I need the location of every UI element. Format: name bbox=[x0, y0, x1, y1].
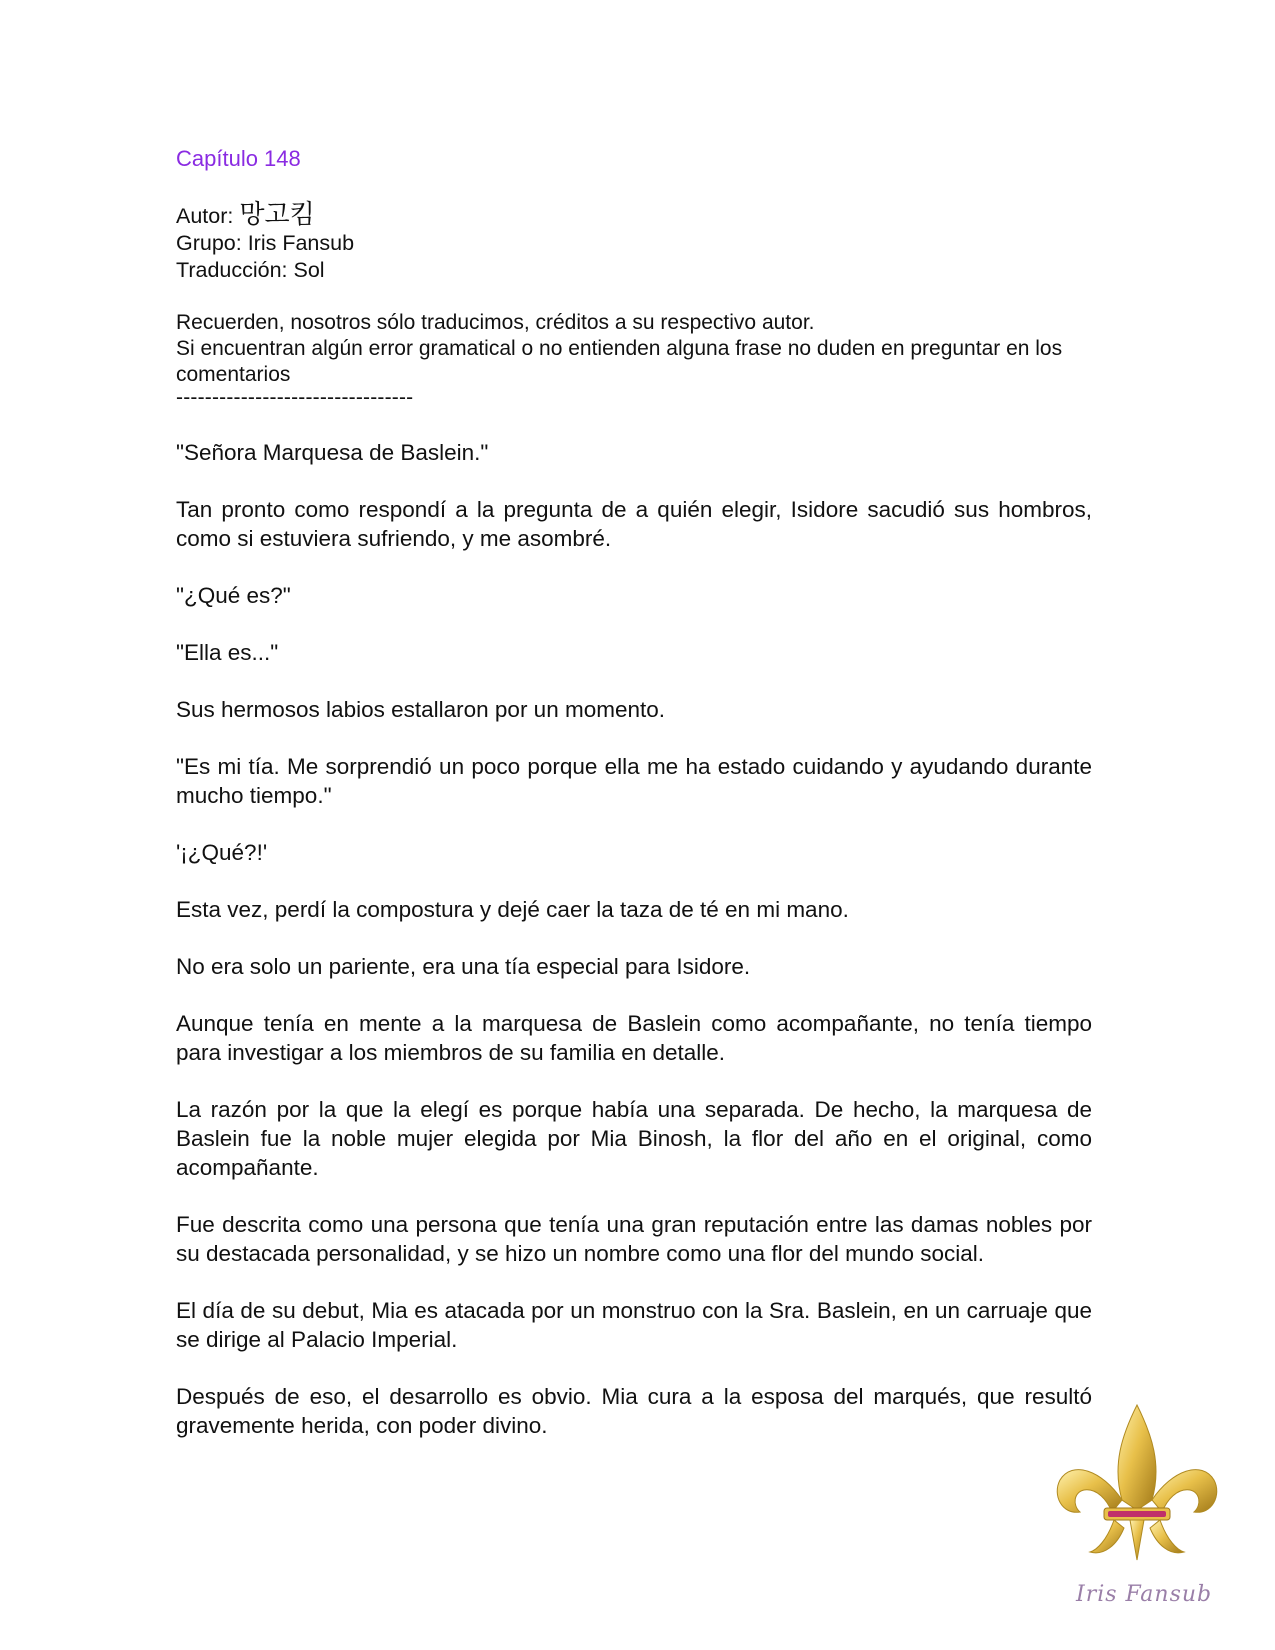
paragraph: '¡¿Qué?!' bbox=[176, 840, 268, 865]
author-label: Autor: bbox=[176, 204, 234, 228]
paragraph: Fue descrita como una persona que tenía una gran reputación entre las damas nobles por su destacada personalidad, y se hizo un nombre como una flor del mundo social. bbox=[176, 1212, 1092, 1266]
document-page bbox=[176, 146, 1092, 1468]
paragraph: No era solo un pariente, era una tía especial para Isidore. bbox=[176, 954, 751, 979]
paragraph: Sus hermosos labios estallaron por un momento. bbox=[176, 697, 666, 722]
story-body bbox=[176, 438, 1092, 1440]
notice-line-2: Si encuentran algún error gramatical o no entienden alguna frase no duden en preguntar en los comentarios bbox=[176, 337, 1063, 386]
fleur-de-lis-icon bbox=[1052, 1400, 1222, 1580]
author-name: 망고킴 bbox=[239, 200, 315, 230]
paragraph: Tan pronto como respondí a la pregunta de a quién elegir, Isidore sacudió sus hombros, como si estuviera sufriendo, y me asombré. bbox=[176, 497, 1092, 551]
paragraph: "Señora Marquesa de Baslein." bbox=[176, 440, 489, 465]
notice-line-1: Recuerden, nosotros sólo traducimos, créditos a su respectivo autor. bbox=[176, 311, 815, 334]
watermark-caption: Iris Fansub bbox=[1076, 1582, 1213, 1607]
paragraph: El día de su debut, Mia es atacada por un monstruo con la Sra. Baslein, en un carruaje que se dirige al Palacio Imperial. bbox=[176, 1298, 1092, 1352]
group-line: Grupo: Iris Fansub bbox=[176, 231, 355, 255]
translation-line: Traducción: Sol bbox=[176, 258, 325, 282]
paragraph: La razón por la que la elegí es porque había una separada. De hecho, la marquesa de Baslein fue la noble mujer elegida por Mia Binosh, la flor del año en el original, como acompañante. bbox=[176, 1097, 1092, 1180]
paragraph: "Es mi tía. Me sorprendió un poco porque ella me ha estado cuidando y ayudando durante mucho tiempo." bbox=[176, 754, 1092, 808]
watermark-logo bbox=[1052, 1400, 1222, 1620]
paragraph: "Ella es..." bbox=[176, 640, 279, 665]
paragraph: Después de eso, el desarrollo es obvio. Mia cura a la esposa del marqués, que resultó gravemente herida, con poder divino. bbox=[176, 1384, 1092, 1438]
author-line bbox=[176, 202, 1092, 230]
chapter-title: Capítulo 148 bbox=[176, 146, 301, 171]
paragraph: Aunque tenía en mente a la marquesa de Baslein como acompañante, no tenía tiempo para investigar a los miembros de su familia en detalle. bbox=[176, 1011, 1092, 1065]
divider: --------------------------------- bbox=[176, 386, 414, 409]
paragraph: "¿Qué es?" bbox=[176, 583, 291, 608]
paragraph: Esta vez, perdí la compostura y dejé caer la taza de té en mi mano. bbox=[176, 897, 849, 922]
notice-block bbox=[176, 310, 1092, 408]
credits-block bbox=[176, 202, 1092, 284]
